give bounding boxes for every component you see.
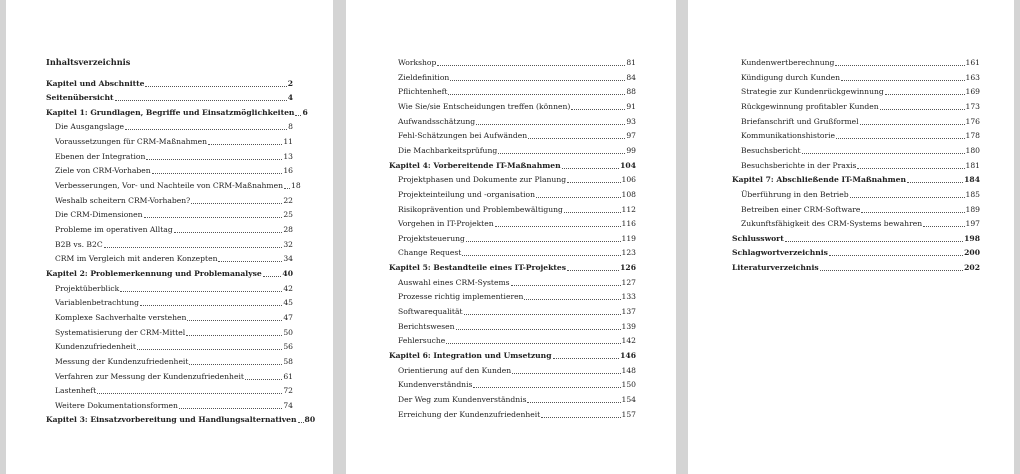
dot-leader	[263, 276, 282, 277]
toc-page-number: 139	[621, 321, 636, 331]
toc-section-entry[interactable]	[55, 371, 293, 382]
dot-leader	[536, 197, 621, 198]
toc-entry-title: Kundenverständnis	[398, 380, 473, 390]
dot-leader	[880, 109, 965, 110]
toc-page-number: 11	[283, 137, 293, 147]
toc-entry-title: Kündigung durch Kunden	[741, 72, 840, 82]
toc-page-number: 56	[283, 342, 293, 352]
dot-leader	[189, 364, 282, 365]
dot-leader	[835, 65, 964, 66]
toc-entry-title: Kapitel 5: Bestandteile eines IT-Projektes	[389, 263, 566, 273]
toc-chapter-entry[interactable]	[46, 107, 308, 118]
toc-section-entry[interactable]	[398, 335, 636, 346]
toc-page-number: 34	[283, 254, 293, 264]
toc-section-entry[interactable]	[398, 101, 636, 112]
toc-page-number: 74	[283, 400, 293, 410]
toc-chapter-entry[interactable]	[46, 268, 293, 279]
dot-leader	[115, 100, 287, 101]
dot-leader	[295, 115, 301, 116]
toc-entry-title: Change Request	[398, 248, 462, 258]
dot-leader	[145, 86, 286, 87]
dot-leader	[245, 379, 282, 380]
dot-leader	[186, 335, 282, 336]
toc-page-number: 112	[621, 204, 636, 214]
dot-leader	[284, 188, 290, 189]
toc-section-entry[interactable]	[741, 57, 980, 68]
toc-page-number: 133	[621, 292, 636, 302]
toc-section-entry[interactable]	[55, 327, 293, 338]
toc-entry-title: Softwarequalität	[398, 307, 463, 317]
toc-chapter-entry[interactable]	[46, 92, 293, 103]
dot-leader	[836, 138, 964, 139]
toc-section-entry[interactable]	[741, 116, 980, 127]
dot-leader	[802, 153, 965, 154]
toc-page-number: 173	[965, 101, 980, 111]
toc-page-number: 181	[965, 160, 980, 170]
toc-entry-title: Ebenen der Integration	[55, 151, 146, 161]
toc-entry-title: Weshalb scheitern CRM-Vorhaben?	[55, 195, 191, 205]
toc-section-entry[interactable]	[55, 385, 293, 396]
toc-entry-title: Auswahl eines CRM-Systems	[398, 277, 510, 287]
toc-page-number: 178	[965, 131, 980, 141]
toc-entry-title: Literaturverzeichnis	[732, 263, 819, 273]
toc-page-number: 198	[964, 233, 980, 243]
toc-section-entry[interactable]	[55, 253, 293, 264]
toc-entry-title: Briefanschrift und Grußformel	[741, 116, 859, 126]
toc-section-entry[interactable]	[55, 136, 293, 147]
toc-page-number: 45	[283, 298, 293, 308]
toc-page-number: 123	[621, 248, 636, 258]
dot-leader	[187, 320, 282, 321]
dot-leader	[511, 285, 621, 286]
toc-section-entry[interactable]	[55, 151, 293, 162]
dot-leader	[829, 255, 963, 256]
toc-entry-title: Probleme im operativen Alltag	[55, 225, 173, 234]
toc-page-number: 184	[964, 175, 980, 185]
dot-leader	[152, 173, 283, 174]
toc-entry-title: Kapitel 1: Grundlagen, Begriffe und Einsatzmöglichkeiten	[46, 107, 295, 117]
toc-page-number: 150	[621, 380, 636, 390]
dot-leader	[476, 124, 625, 125]
toc-section-entry[interactable]	[398, 189, 636, 200]
toc-page-number: 88	[626, 87, 636, 97]
toc-section-entry[interactable]	[55, 121, 293, 132]
toc-entry-title: Fehl-Schätzungen bei Aufwänden	[398, 131, 528, 141]
toc-page-number: 161	[965, 58, 980, 67]
toc-entry-title: Ziele von CRM-Vorhaben	[55, 166, 151, 176]
toc-entry-title: Projektsteuerung	[398, 233, 465, 243]
toc-page-number: 80	[304, 415, 316, 425]
toc-entry-title: Die Ausgangslage	[55, 122, 125, 132]
dot-leader	[562, 168, 620, 169]
toc-page-number: 2	[287, 78, 293, 88]
toc-entry-title: Strategie zur Kundenrückgewinnung	[741, 87, 884, 97]
toc-section-entry[interactable]	[741, 204, 980, 215]
toc-section-entry[interactable]	[55, 195, 293, 206]
toc-page-number: 148	[621, 365, 636, 375]
dot-leader	[473, 387, 620, 388]
toc-entry-title: Die Machbarkeitsprüfung	[398, 145, 498, 155]
toc-entry-title: B2B vs. B2C	[55, 239, 103, 249]
toc-page-number: 28	[283, 225, 293, 234]
dot-leader	[140, 305, 282, 306]
toc-entry-title: Systematisierung der CRM-Mittel	[55, 327, 186, 337]
toc-page-number: 126	[620, 263, 636, 273]
dot-leader	[146, 159, 282, 160]
dot-leader	[179, 408, 282, 409]
dot-leader	[191, 203, 282, 204]
toc-page-number: 84	[626, 72, 636, 82]
dot-leader	[528, 138, 625, 139]
dot-leader	[464, 314, 621, 315]
toc-page-number: 42	[283, 283, 293, 293]
dot-leader	[104, 247, 283, 248]
toc-chapter-entry[interactable]	[389, 350, 636, 361]
toc-page-number: 99	[626, 145, 636, 155]
toc-section-entry[interactable]	[398, 72, 636, 83]
dot-leader	[446, 343, 620, 344]
dot-leader	[527, 402, 620, 403]
toc-entry-title: Die CRM-Dimensionen	[55, 210, 143, 220]
toc-page-number: 202	[964, 263, 980, 273]
toc-page-number: 197	[965, 219, 980, 229]
toc-section-entry[interactable]	[741, 218, 980, 229]
toc-entry-title: Kapitel 4: Vorbereitende IT-Maßnahmen	[389, 160, 561, 170]
toc-page-number: 93	[626, 116, 636, 126]
toc-chapter-entry[interactable]	[46, 78, 293, 89]
toc-entry-title: Berichtswesen	[398, 321, 455, 331]
toc-entry-title: Kundenzufriedenheit	[55, 342, 136, 352]
dot-leader	[571, 109, 625, 110]
document-page-2	[346, 0, 676, 474]
dot-leader	[841, 80, 965, 81]
toc-section-entry[interactable]	[398, 233, 636, 244]
toc-section-entry[interactable]	[398, 218, 636, 229]
toc-entry-title: Orientierung auf den Kunden	[398, 365, 512, 375]
toc-chapter-entry[interactable]	[389, 160, 636, 171]
dot-leader	[860, 124, 965, 125]
toc-chapter-entry[interactable]	[732, 262, 980, 273]
toc-entry-title: Kapitel 6: Integration und Umsetzung	[389, 351, 552, 360]
document-page-1	[6, 0, 333, 474]
toc-page-number: 108	[621, 189, 636, 199]
toc-page-number: 106	[621, 175, 636, 185]
toc-entry-title: Weitere Dokumentationsformen	[55, 400, 178, 410]
toc-page-number: 146	[620, 351, 636, 360]
dot-leader	[450, 80, 625, 81]
toc-entry-title: Zukunftsfähigkeit des CRM-Systems bewahren	[741, 219, 923, 229]
toc-entry-title: Fehlersuche	[398, 336, 446, 346]
dot-leader	[850, 197, 965, 198]
toc-page-number: 180	[965, 145, 980, 155]
toc-section-entry[interactable]	[398, 379, 636, 390]
toc-entry-title: Prozesse richtig implementieren	[398, 292, 524, 302]
toc-section-entry[interactable]	[398, 409, 636, 420]
toc-entry-title: Verfahren zur Messung der Kundenzufriedenheit	[55, 371, 244, 381]
toc-section-entry[interactable]	[741, 189, 980, 200]
toc-section-entry[interactable]	[398, 306, 636, 317]
toc-page-number: 163	[965, 72, 980, 82]
toc-chapter-entry[interactable]	[732, 233, 980, 244]
toc-page-number: 200	[964, 248, 980, 258]
toc-section-entry[interactable]	[398, 365, 636, 376]
toc-page-number: 169	[965, 87, 980, 97]
toc-section-entry[interactable]	[398, 174, 636, 185]
toc-entry-title: Projektüberblick	[55, 283, 120, 293]
toc-page-number: 91	[626, 101, 636, 111]
toc-page-number: 154	[621, 394, 636, 404]
toc-entry-title: Überführung in den Betrieb	[741, 189, 849, 199]
toc-page-number: 13	[283, 151, 293, 161]
toc-entry-title: Zieldefinition	[398, 72, 450, 82]
toc-entry-title: Pflichtenheft	[398, 87, 448, 97]
toc-section-entry[interactable]	[741, 145, 980, 156]
toc-page-number: 142	[621, 336, 636, 346]
dot-leader	[137, 349, 282, 350]
toc-section-entry[interactable]	[55, 400, 293, 411]
toc-section-entry[interactable]	[741, 160, 980, 171]
toc-page-number: 127	[621, 277, 636, 287]
toc-chapter-entry[interactable]	[732, 247, 980, 258]
toc-entry-title: Variablenbetrachtung	[55, 298, 139, 308]
dot-leader	[208, 144, 282, 145]
toc-entry-title: Besuchsbericht	[741, 145, 801, 155]
toc-entry-title: Projektphasen und Dokumente zur Planung	[398, 175, 567, 185]
toc-page-number: 137	[621, 307, 636, 317]
toc-section-entry[interactable]	[741, 72, 980, 83]
toc-entry-title: Kapitel 2: Problemerkennung und Problemanalyse	[46, 268, 262, 278]
toc-title: Inhaltsverzeichnis	[46, 57, 131, 67]
dot-leader	[174, 232, 283, 233]
toc-page-number: 81	[626, 58, 636, 67]
dot-leader	[553, 358, 620, 359]
toc-section-entry[interactable]	[398, 204, 636, 215]
toc-section-entry[interactable]	[55, 180, 301, 191]
dot-leader	[125, 129, 287, 130]
toc-page-number: 50	[283, 327, 293, 337]
toc-entry-title: Kundenwertberechnung	[741, 58, 835, 67]
toc-entry-title: CRM im Vergleich mit anderen Konzepten	[55, 254, 218, 264]
toc-entry-title: Schlagwortverzeichnis	[732, 248, 828, 258]
toc-page-number: 47	[283, 312, 293, 322]
toc-page-number: 8	[288, 122, 293, 132]
dot-leader	[462, 255, 620, 256]
toc-section-entry[interactable]	[741, 101, 980, 112]
dot-leader	[97, 393, 282, 394]
toc-section-entry[interactable]	[398, 247, 636, 258]
toc-section-entry[interactable]	[55, 297, 293, 308]
toc-entry-title: Verbesserungen, Vor- und Nachteile von CRM-Maßnahmen	[55, 181, 283, 191]
toc-section-entry[interactable]	[741, 130, 980, 141]
toc-entry-title: Seitenübersicht	[46, 93, 114, 103]
toc-entry-title: Erreichung der Kundenzufriedenheit	[398, 409, 541, 419]
toc-section-entry[interactable]	[398, 291, 636, 302]
toc-entry-title: Workshop	[398, 58, 437, 67]
toc-entry-title: Projekteinteilung und -organisation	[398, 189, 535, 199]
toc-entry-title: Kapitel 3: Einsatzvorbereitung und Handlungsalternativen	[46, 415, 297, 425]
dot-leader	[437, 65, 625, 66]
dot-leader	[541, 417, 620, 418]
toc-page-number: 32	[283, 239, 293, 249]
dot-leader	[885, 94, 965, 95]
toc-page-number: 6	[302, 107, 308, 117]
toc-entry-title: Besuchsberichte in der Praxis	[741, 160, 857, 170]
toc-section-entry[interactable]	[398, 57, 636, 68]
toc-section-entry[interactable]	[55, 165, 293, 176]
toc-page-number: 176	[965, 116, 980, 126]
toc-section-entry[interactable]	[398, 116, 636, 127]
toc-entry-title: Lastenheft	[55, 386, 97, 396]
dot-leader	[567, 270, 619, 271]
dot-leader	[923, 226, 964, 227]
dot-leader	[466, 241, 621, 242]
dot-leader	[218, 261, 282, 262]
toc-page-number: 97	[626, 131, 636, 141]
toc-page-number: 40	[282, 268, 293, 278]
toc-entry-title: Kapitel 7: Abschließende IT-Maßnahmen	[732, 175, 906, 185]
toc-page-number: 185	[965, 189, 980, 199]
toc-section-entry[interactable]	[55, 312, 293, 323]
document-page-3	[688, 0, 1014, 474]
toc-page-number: 25	[283, 210, 293, 220]
toc-section-entry[interactable]	[398, 86, 636, 97]
dot-leader	[564, 212, 621, 213]
toc-chapter-entry[interactable]	[46, 414, 316, 425]
dot-leader	[298, 422, 304, 423]
dot-leader	[785, 241, 963, 242]
toc-page-number: 22	[283, 195, 293, 205]
toc-page-number: 4	[287, 93, 293, 103]
dot-leader	[820, 270, 964, 271]
toc-section-entry[interactable]	[398, 130, 636, 141]
toc-chapter-entry[interactable]	[732, 174, 980, 185]
toc-section-entry[interactable]	[741, 86, 980, 97]
toc-page-number: 157	[621, 409, 636, 419]
toc-entry-title: Kapitel und Abschnitte	[46, 78, 145, 88]
toc-entry-title: Betreiben einer CRM-Software	[741, 204, 861, 214]
dot-leader	[448, 94, 625, 95]
toc-section-entry[interactable]	[55, 341, 293, 352]
dot-leader	[861, 212, 964, 213]
toc-entry-title: Aufwandsschätzung	[398, 116, 476, 126]
toc-entry-title: Der Weg zum Kundenverständnis	[398, 394, 527, 404]
dot-leader	[144, 217, 283, 218]
dot-leader	[120, 291, 282, 292]
toc-section-entry[interactable]	[55, 283, 293, 294]
toc-section-entry[interactable]	[55, 239, 293, 250]
toc-entry-title: Risikoprävention und Problembewältigung	[398, 204, 563, 214]
toc-entry-title: Kommunikationshistorie	[741, 131, 836, 141]
toc-entry-title: Rückgewinnung profitabler Kunden	[741, 101, 879, 111]
toc-page-number: 18	[291, 181, 301, 191]
dot-leader	[456, 329, 621, 330]
toc-page-number: 119	[621, 233, 636, 243]
toc-page-number: 61	[283, 371, 293, 381]
dot-leader	[907, 182, 963, 183]
toc-page-number: 58	[283, 356, 293, 366]
toc-section-entry[interactable]	[55, 356, 293, 367]
toc-section-entry[interactable]	[398, 321, 636, 332]
toc-entry-title: Vorgehen in IT-Projekten	[398, 219, 494, 229]
toc-entry-title: Messung der Kundenzufriedenheit	[55, 356, 189, 366]
toc-section-entry[interactable]	[398, 394, 636, 405]
toc-page-number: 189	[965, 204, 980, 214]
toc-section-entry[interactable]	[55, 224, 293, 235]
toc-page-number: 72	[283, 386, 293, 396]
dot-leader	[567, 182, 620, 183]
dot-leader	[512, 373, 620, 374]
dot-leader	[495, 226, 621, 227]
toc-page-number: 104	[620, 160, 636, 170]
toc-section-entry[interactable]	[55, 209, 293, 220]
toc-chapter-entry[interactable]	[389, 262, 636, 273]
dot-leader	[524, 299, 620, 300]
dot-leader	[857, 168, 964, 169]
toc-page-number: 16	[283, 166, 293, 176]
toc-page-number: 116	[621, 219, 636, 229]
dot-leader	[498, 153, 625, 154]
toc-section-entry[interactable]	[398, 145, 636, 156]
toc-entry-title: Schlusswort	[732, 233, 784, 243]
toc-entry-title: Komplexe Sachverhalte verstehen	[55, 312, 187, 322]
toc-section-entry[interactable]	[398, 277, 636, 288]
toc-entry-title: Wie Sie/sie Entscheidungen treffen (können)	[398, 101, 571, 111]
toc-entry-title: Voraussetzungen für CRM-Maßnahmen	[55, 137, 208, 147]
